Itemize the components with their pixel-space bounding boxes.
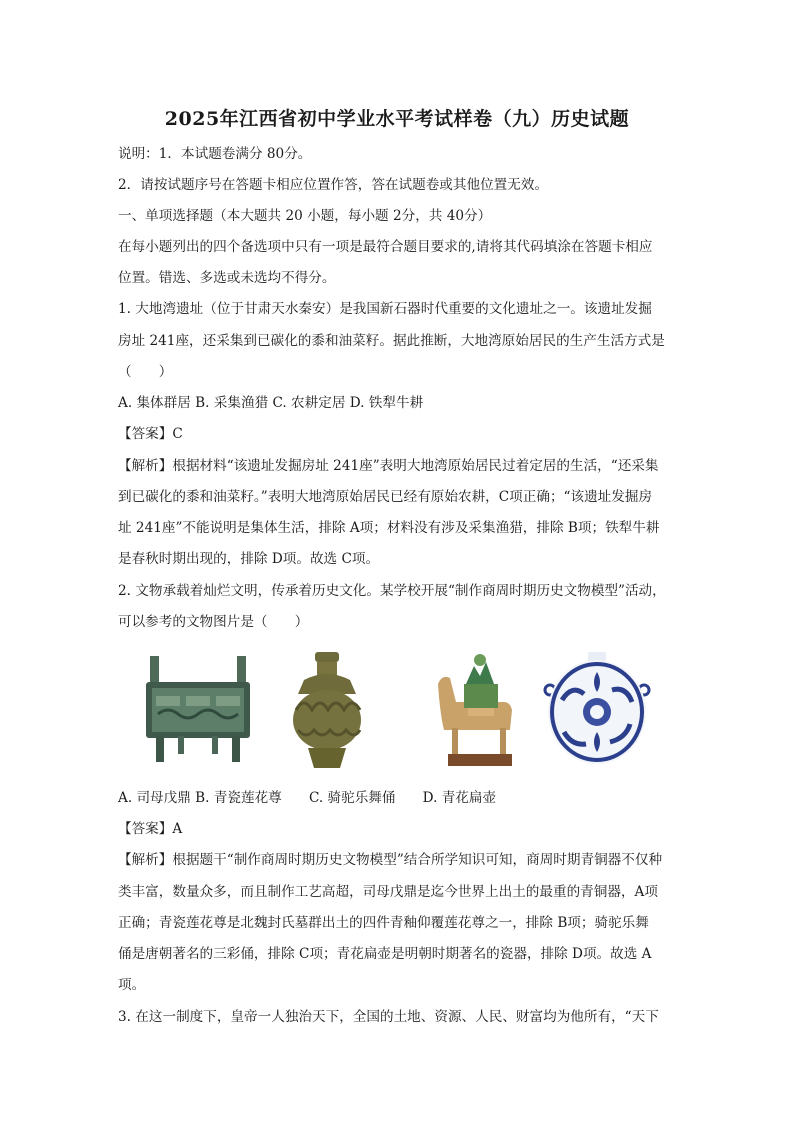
- q1-explanation-line-2: 到已碳化的黍和油菜籽。”表明大地湾原始居民已经有原始农耕，C项正确；“该遗址发掘房: [118, 489, 653, 505]
- blue-white-flask-image: [542, 650, 652, 768]
- page-title: 2025年江西省初中学业水平考试样卷（九）历史试题: [164, 108, 630, 130]
- q1-stem-line-1: 1. 大地湾遗址（位于甘肃天水秦安）是我国新石器时代重要的文化遗址之一。该遗址发掘: [118, 301, 652, 317]
- q1-explanation-line-1: 【解析】根据材料“该遗址发掘房址 241座”表明大地湾原始居民过着定居的生活，“还采集: [118, 458, 659, 474]
- section-description-2: 位置。错选、多选或未选均不得分。: [118, 270, 336, 286]
- q2-explanation-line-1: 【解析】根据题干“制作商周时期历史文物模型”结合所学知识可知，商周时期青铜器不仅种: [118, 852, 663, 868]
- section-heading: 一、单项选择题（本大题共 20 小题，每小题 2分，共 40分）: [118, 208, 492, 224]
- bronze-ding-image: [142, 650, 254, 768]
- q2-answer: 【答案】A: [118, 821, 183, 837]
- q2-artifact-images: [118, 650, 678, 770]
- q2-explanation-line-5: 项。: [118, 977, 146, 993]
- camel-musician-figurine-image: [430, 650, 530, 768]
- q1-options: A. 集体群居 B. 采集渔猎 C. 农耕定居 D. 铁犁牛耕: [118, 395, 424, 411]
- q2-explanation-line-4: 俑是唐朝著名的三彩俑，排除 C项；青花扁壶是明朝时期著名的瓷器，排除 D项。故选 A: [118, 946, 652, 962]
- instruction-line-2: 2．请按试题序号在答题卡相应位置作答，答在试题卷或其他位置无效。: [118, 177, 549, 193]
- instruction-line-1: 说明：1．本试题卷满分 80分。: [118, 146, 312, 162]
- q2-options: A. 司母戊鼎 B. 青瓷莲花尊 C. 骑驼乐舞俑 D. 青花扁壶: [118, 790, 497, 806]
- section-description-1: 在每小题列出的四个备选项中只有一项是最符合题目要求的,请将其代码填涂在答题卡相应: [118, 239, 653, 255]
- q1-explanation-line-4: 是春秋时期出现的，排除 D项。故选 C项。: [118, 551, 380, 567]
- q1-stem-line-2: 房址 241座，还采集到已碳化的黍和油菜籽。据此推断，大地湾原始居民的生产生活方式是: [118, 333, 665, 349]
- q2-stem-line-2: 可以参考的文物图片是（ ）: [118, 614, 309, 630]
- q1-stem-line-3: （ ）: [118, 364, 173, 380]
- q1-explanation-line-3: 址 241座”不能说明是集体生活，排除 A项；材料没有涉及采集渔猎，排除 B项；铁犁牛耕: [118, 520, 660, 536]
- celadon-lotus-zun-image: [286, 650, 368, 770]
- q2-stem-line-1: 2. 文物承载着灿烂文明，传承着历史文化。某学校开展“制作商周时期历史文物模型”活动，: [118, 583, 666, 599]
- q3-stem-line-1: 3. 在这一制度下，皇帝一人独治天下，全国的土地、资源、人民、财富均为他所有，“天下: [118, 1009, 659, 1025]
- q2-explanation-line-2: 类丰富，数量众多，而且制作工艺高超，司母戊鼎是迄今世界上出土的最重的青铜器，A项: [118, 884, 658, 900]
- q1-answer: 【答案】C: [118, 426, 183, 442]
- q2-explanation-line-3: 正确；青瓷莲花尊是北魏封氏墓群出土的四件青釉仰覆莲花尊之一，排除 B项；骑驼乐舞: [118, 915, 649, 931]
